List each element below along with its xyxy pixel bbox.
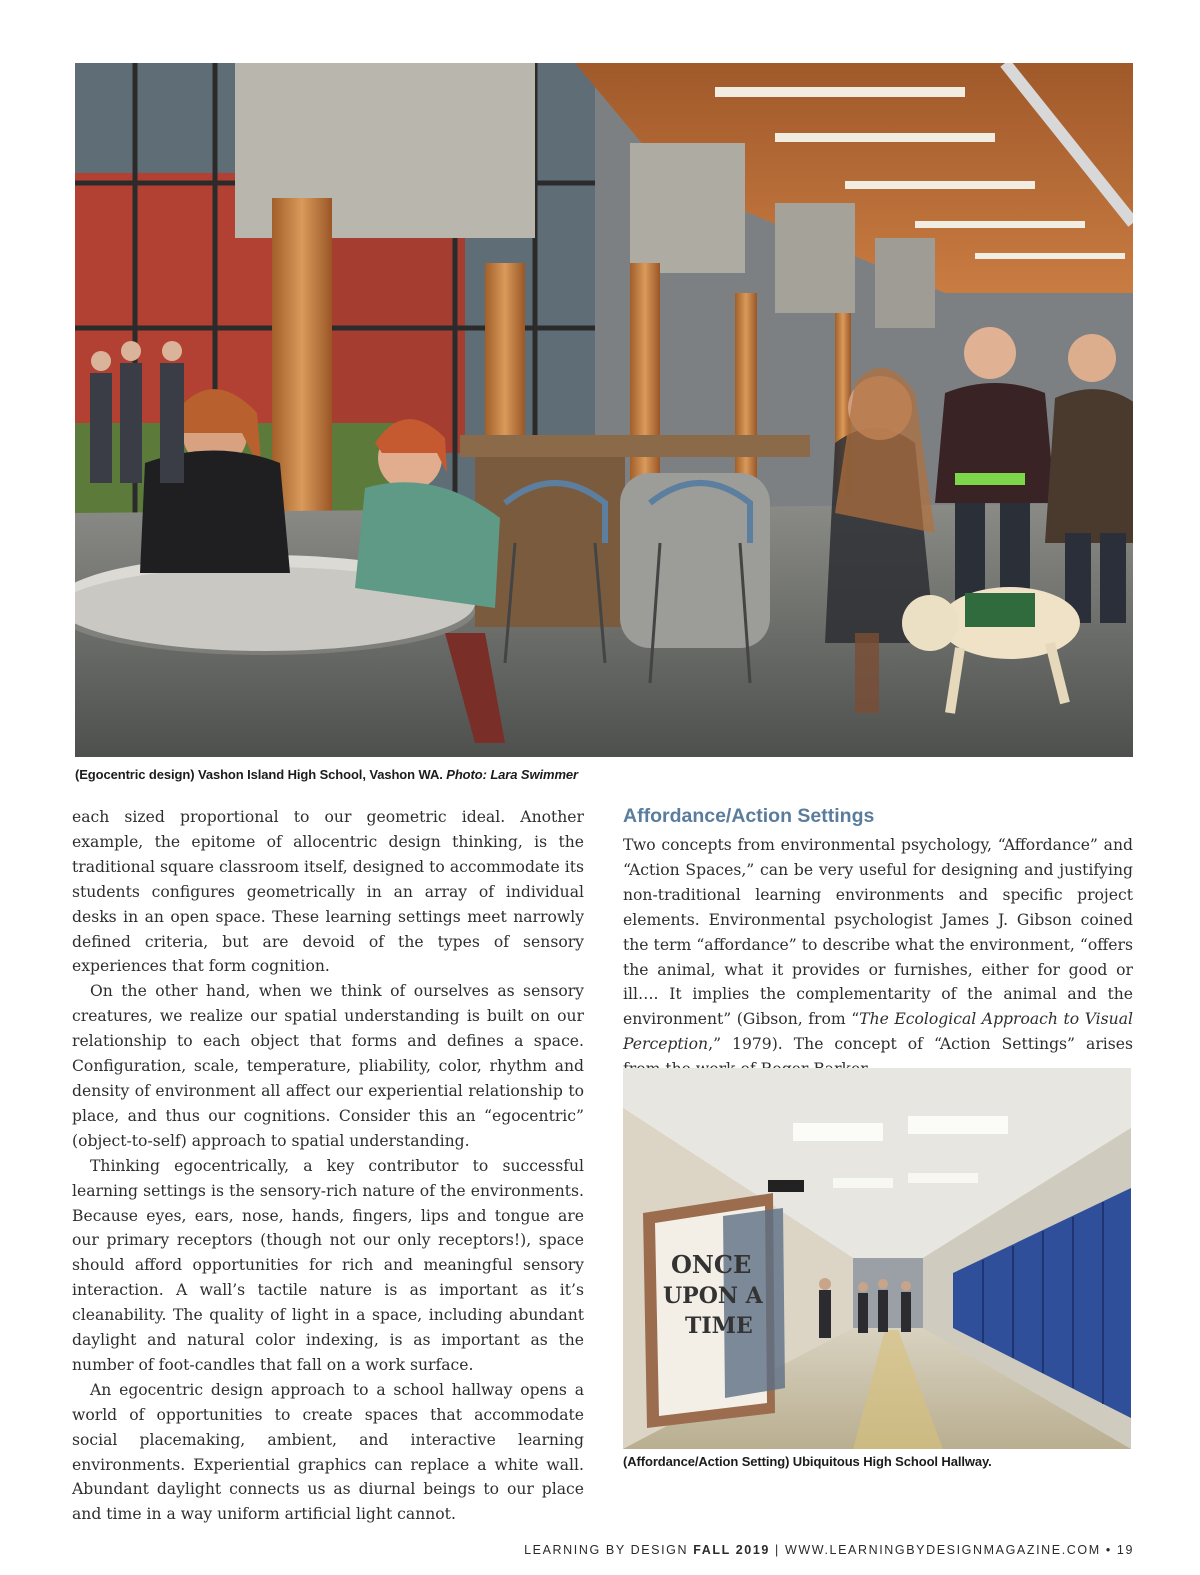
issue-label: FALL 2019 [693, 1543, 770, 1557]
cafeteria-illustration [75, 63, 1133, 757]
paragraph-text: ,” 1979). The concept of “Action Settings” arises [708, 1035, 1133, 1054]
page-footer [524, 1543, 1134, 1557]
book-title: The Ecological Approach to Visual Perception [623, 1010, 1133, 1054]
footer-bullet: • [1105, 1543, 1112, 1557]
right-column [623, 803, 1133, 1082]
body-paragraph: On the other hand, when we think of ourselves as sensory creatures, we realize our spatial understanding is built on our relationship to each object that forms and defines a space. Configuration, scale, temperature, pliability, color, rhythm and density of environment all affect our experiential relationship to place, and thus our cognitions. Consider this an “egocentric” (object-to-self) approach to spatial understanding. [72, 982, 584, 1150]
hero-photo [75, 63, 1133, 757]
body-paragraph: An egocentric design approach to a school hallway opens a world of opportunities to create spaces that accommodate social placemaking, ambient, and interactive learning environments. Experiential graphics can replace a white wall. Abundant daylight connects us as diurnal beings to our place and time in a way uniform artificial light cannot. [72, 1380, 584, 1524]
caption-text: (Egocentric design) Vashon Island High School, Vashon WA. [75, 767, 443, 782]
hero-photo-caption [75, 767, 578, 782]
hallway-illustration [623, 1068, 1131, 1449]
body-paragraph: each sized proportional to our geometric ideal. Another example, the epitome of allocentric design thinking, is the traditional square classroom itself, designed to accommodate its students configures geometrically in an array of individual desks in an open space. These learning settings meet narrowly defined criteria, but are devoid of the types of sensory experiences that form cognition. [72, 808, 584, 976]
sign-line-2: UPON A [663, 1283, 763, 1309]
footer-separator: | [775, 1543, 780, 1557]
paragraph-text: Two concepts from environmental psychology, “Affordance” and “Action Spaces,” can be very useful for designing and justifying non-traditional learning environments and specific project elements. Environmental psychologist James J. Gibson coined the term “affordance” to describe what the environment, “offers the animal, what it provides or furnishes, either for good or ill…. It implies the complementarity of the animal and the environment” (Gibson, from “ [623, 836, 1133, 1029]
body-paragraph [623, 833, 1133, 1082]
website-link[interactable]: WWW.LEARNINGBYDESIGNMAGAZINE.COM [784, 1543, 1101, 1557]
section-heading: Affordance/Action Settings [623, 805, 875, 827]
sign-line-1: ONCE [671, 1250, 752, 1279]
photo-credit: Photo: Lara Swimmer [446, 767, 579, 782]
sign-line-3: TIME [685, 1313, 753, 1339]
hallway-photo-caption: (Affordance/Action Setting) Ubiquitous High School Hallway. [623, 1454, 992, 1469]
page-number: 19 [1116, 1543, 1134, 1557]
magazine-name: LEARNING BY DESIGN [524, 1543, 689, 1557]
left-column [72, 805, 584, 1527]
body-paragraph: Thinking egocentrically, a key contributor to successful learning settings is the sensory-rich nature of the environments. Because eyes, ears, nose, hands, fingers, lips and tongue are our primary receptors (though not our only receptors!), space should afford opportunities for rich and meaningful sensory interaction. A wall’s tactile nature is as important as it’s cleanability. The quality of light in a space, including abundant daylight and natural color indexing, is as important as the number of foot-candles that fall on a work surface. [72, 1156, 584, 1374]
hallway-photo [623, 1068, 1131, 1449]
